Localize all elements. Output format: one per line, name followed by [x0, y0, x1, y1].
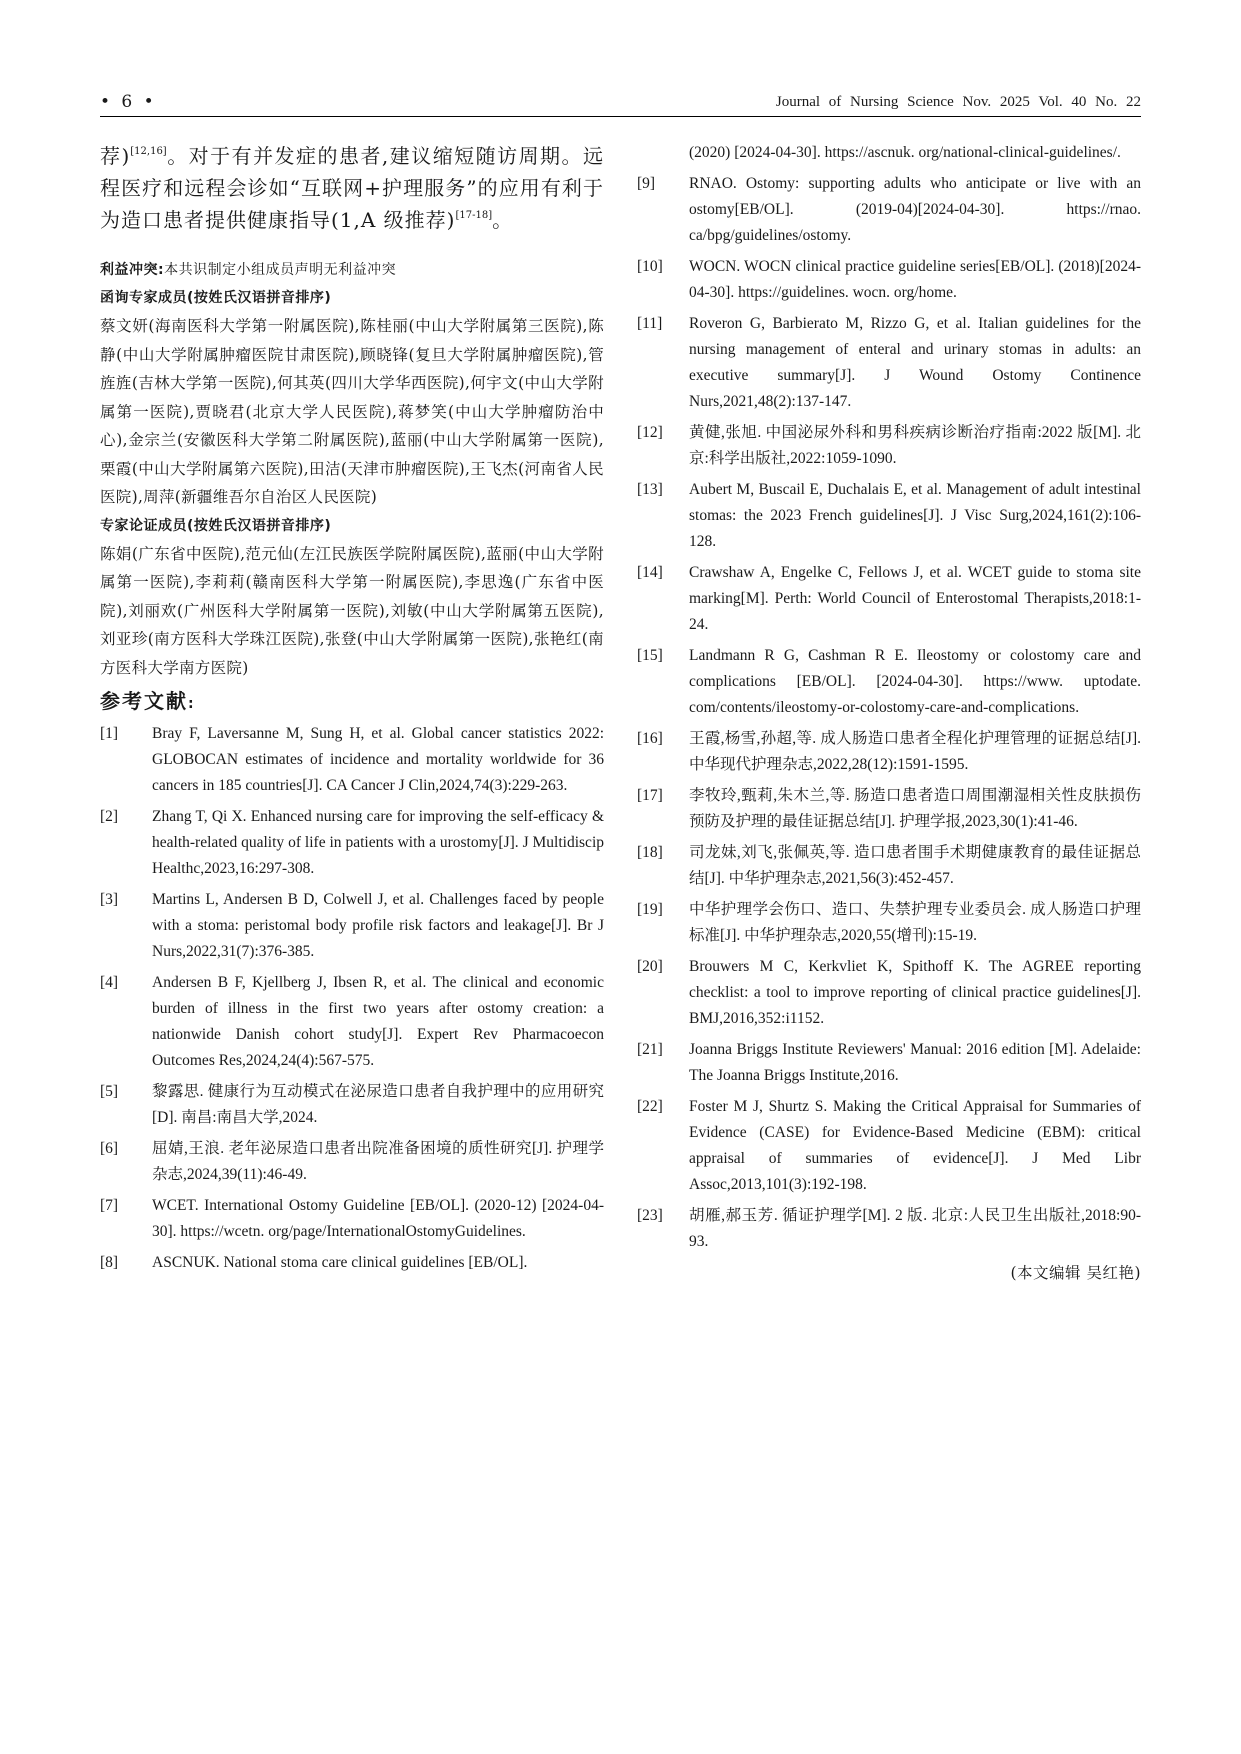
intro-text-end: 。: [492, 208, 514, 232]
reference-item: [637, 783, 1141, 835]
reference-number: [10]: [637, 258, 663, 275]
reference-item: [100, 1079, 604, 1131]
reference-text: Bray F, Laversanne M, Sung H, et al. Global cancer statistics 2022: GLOBOCAN estimates of incidence and mortality worldwide for 36 cancers in 185 countries[J]. CA Cancer J Clin,2024,74(3):229-263.: [152, 725, 604, 794]
references-heading: [100, 686, 604, 719]
reference-number: [13]: [637, 481, 663, 498]
reference-number: [8]: [100, 1254, 119, 1271]
reference-number: [14]: [637, 564, 663, 581]
reference-number: [11]: [637, 315, 663, 332]
reference-item: [637, 477, 1141, 555]
conflict-of-interest: [100, 256, 604, 284]
references-title: 参考文献: [100, 689, 188, 713]
reference-item: [100, 804, 604, 882]
reference-item: [637, 311, 1141, 415]
reference-item: [637, 1094, 1141, 1198]
reference-number: [21]: [637, 1041, 663, 1058]
reference-item: [637, 726, 1141, 778]
reference-number: [1]: [100, 725, 119, 742]
reference-item: [637, 171, 1141, 249]
reference-text: Crawshaw A, Engelke C, Fellows J, et al. WCET guide to stoma site marking[M]. Perth: World Council of Enterostomal Therapists,2018:1-24.: [689, 564, 1141, 633]
left-column: [100, 140, 604, 1281]
reference-number: [6]: [100, 1140, 119, 1157]
reference-text: Andersen B F, Kjellberg J, Ibsen R, et al. The clinical and economic burden of illness in the first two years after ostomy creation: a nationwide Danish cohort study[J]. Expert Rev Pharmacoecon Outcomes Res,2024,24(4):567-575.: [152, 974, 604, 1069]
reference-item: [100, 887, 604, 965]
reference-item: [100, 1193, 604, 1245]
consult-experts-list: 蔡文妍(海南医科大学第一附属医院),陈桂丽(中山大学附属第三医院),陈静(中山大学附属肿瘤医院甘肃医院),顾晓锋(复旦大学附属肿瘤医院),管旌旌(吉林大学第一医院),何其英(四川大学华西医院),何宇文(中山大学附属第一医院),贾晓君(北京大学人民医院),蒋梦笑(中山大学肿瘤防治中心),金宗兰(安徽医科大学第二附属医院),蓝丽(中山大学附属第一医院),栗霞(中山大学附属第六医院),田洁(天津市肿瘤医院),王飞杰(河南省人民医院),周萍(新疆维吾尔自治区人民医院): [100, 317, 604, 506]
panel-experts-list: 陈娟(广东省中医院),范元仙(左江民族医学院附属医院),蓝丽(中山大学附属第一医院),李莉莉(赣南医科大学第一附属医院),李思逸(广东省中医院),刘丽欢(广州医科大学附属第一医院),刘敏(中山大学附属第五医院),刘亚珍(南方医科大学珠江医院),张登(中山大学附属第一医院),张艳红(南方医科大学南方医院): [100, 544, 604, 677]
reference-item: [637, 254, 1141, 306]
consult-experts-heading: 函询专家成员(按姓氏汉语拼音排序): [100, 290, 332, 306]
editor-note: (本文编辑 吴红艳): [1010, 1264, 1141, 1282]
reference-list-right: [637, 171, 1141, 1255]
reference-text: ASCNUK. National stoma care clinical guidelines [EB/OL].: [152, 1254, 528, 1271]
citation-17-18[interactable]: [17-18]: [455, 210, 493, 221]
reference-item: [100, 1250, 604, 1276]
reference-number: [9]: [637, 175, 656, 192]
intro-paragraph: [100, 140, 604, 236]
reference-text: Zhang T, Qi X. Enhanced nursing care for improving the self-efficacy & health-related quality of life in patients with a urostomy[J]. J Multidiscip Healthc,2023,16:297-308.: [152, 808, 604, 877]
reference-item: [637, 643, 1141, 721]
conflict-text: 本共识制定小组成员声明无利益冲突: [164, 262, 397, 278]
reference-number: [20]: [637, 958, 663, 975]
reference-item: [100, 970, 604, 1074]
reference-item: [100, 1136, 604, 1188]
reference-text: 司龙妹,刘飞,张佩英,等. 造口患者围手术期健康教育的最佳证据总结[J]. 中华护理杂志,2021,56(3):452-457.: [689, 844, 1141, 887]
reference-number: [16]: [637, 730, 663, 747]
reference-text: Roveron G, Barbierato M, Rizzo G, et al. Italian guidelines for the nursing management of enteral and urinary stomas in adults: an executive summary[J]. J Wound Ostomy Continence Nurs,2021,48(2):137-147.: [689, 315, 1141, 410]
reference-item: [637, 560, 1141, 638]
reference-number: [12]: [637, 424, 663, 441]
reference-text: Joanna Briggs Institute Reviewers' Manual: 2016 edition [M]. Adelaide: The Joanna Briggs Institute,2016.: [689, 1041, 1141, 1084]
reference-number: [3]: [100, 891, 119, 908]
reference-item: [100, 721, 604, 799]
reference-text: 黎露思. 健康行为互动模式在泌尿造口患者自我护理中的应用研究[D]. 南昌:南昌大学,2024.: [152, 1083, 604, 1126]
reference-text: Martins L, Andersen B D, Colwell J, et al. Challenges faced by people with a stoma: peristomal body profile risk factors and leakage[J]. Br J Nurs,2022,31(7):376-385.: [152, 891, 604, 960]
reference-text: 胡雁,郝玉芳. 循证护理学[M]. 2 版. 北京:人民卫生出版社,2018:90-93.: [689, 1207, 1141, 1250]
reference-text: 中华护理学会伤口、造口、失禁护理专业委员会. 成人肠造口护理标准[J]. 中华护理杂志,2020,55(增刊):15-19.: [689, 901, 1141, 944]
reference-item: [637, 420, 1141, 472]
reference-text: 黄健,张旭. 中国泌尿外科和男科疾病诊断治疗指南:2022 版[M]. 北京:科学出版社,2022:1059-1090.: [689, 424, 1141, 467]
reference-text: WOCN. WOCN clinical practice guideline series[EB/OL]. (2018)[2024-04-30]. https://guidelines. wocn. org/home.: [689, 258, 1141, 301]
reference-number: [22]: [637, 1098, 663, 1115]
intro-text-start: 荐): [100, 144, 131, 168]
reference-text: Brouwers M C, Kerkvliet K, Spithoff K. The AGREE reporting checklist: a tool to improve reporting of clinical practice guidelines[J]. BMJ,2016,352:i1152.: [689, 958, 1141, 1027]
reference-text: RNAO. Ostomy: supporting adults who anticipate or live with an ostomy[EB/OL]. (2019-04)[2024-04-30]. https://rnao. ca/bpg/guidelines/ostomy.: [689, 175, 1141, 244]
page-number: • 6 •: [100, 92, 157, 112]
reference-item: [637, 1037, 1141, 1089]
references-title-colon: :: [188, 696, 194, 712]
citation-12-16[interactable]: [12,16]: [130, 146, 167, 157]
reference-text: Landmann R G, Cashman R E. Ileostomy or colostomy care and complications [EB/OL]. [2024-04-30]. https://www. uptodate. com/contents/ileostomy-or-colostomy-care-and-complications.: [689, 647, 1141, 716]
conflict-label: 利益冲突:: [100, 262, 165, 278]
reference-number: [4]: [100, 974, 119, 991]
reference-item: [637, 1203, 1141, 1255]
reference-text: 屈婧,王浪. 老年泌尿造口患者出院准备困境的质性研究[J]. 护理学杂志,2024,39(11):46-49.: [152, 1140, 604, 1183]
reference-text: 王霞,杨雪,孙超,等. 成人肠造口患者全程化护理管理的证据总结[J]. 中华现代护理杂志,2022,28(12):1591-1595.: [689, 730, 1141, 773]
reference-number: [23]: [637, 1207, 663, 1224]
panel-experts-heading: 专家论证成员(按姓氏汉语拼音排序): [100, 517, 332, 534]
reference-number: [18]: [637, 844, 663, 861]
right-column: [637, 140, 1141, 1286]
reference-text: 李牧玲,甄莉,朱木兰,等. 肠造口患者造口周围潮湿相关性皮肤损伤预防及护理的最佳证据总结[J]. 护理学报,2023,30(1):41-46.: [689, 787, 1141, 830]
reference-text: Foster M J, Shurtz S. Making the Critical Appraisal for Summaries of Evidence (CASE) for Evidence-Based Medicine (EBM): critical appraisal of summaries of evidence[J]. J Med Libr Assoc,2013,101(3):192-198.: [689, 1098, 1141, 1193]
reference-item: [637, 897, 1141, 949]
reference-item: [637, 840, 1141, 892]
reference-list-left: [100, 721, 604, 1276]
reference-number: [5]: [100, 1083, 119, 1100]
reference-number: [19]: [637, 901, 663, 918]
running-header: [100, 92, 1141, 117]
intro-text-middle: 。对于有并发症的患者,建议缩短随访周期。远程医疗和远程会诊如“互联网+护理服务”的应用有利于为造口患者提供健康指导(1,A 级推荐): [100, 144, 604, 232]
reference-number: [15]: [637, 647, 663, 664]
reference-8-continued: (2020) [2024-04-30]. https://ascnuk. org/national-clinical-guidelines/.: [689, 144, 1121, 161]
journal-info: Journal of Nursing Science Nov. 2025 Vol. 40 No. 22: [775, 94, 1141, 110]
reference-number: [2]: [100, 808, 119, 825]
reference-number: [7]: [100, 1197, 119, 1214]
reference-number: [17]: [637, 787, 663, 804]
reference-text: WCET. International Ostomy Guideline [EB/OL]. (2020-12) [2024-04-30]. https://wcetn. org/page/InternationalOstomyGuidelines.: [152, 1197, 604, 1240]
reference-text: Aubert M, Buscail E, Duchalais E, et al. Management of adult intestinal stomas: the 2023 French guidelines[J]. J Visc Surg,2024,161(2):106-128.: [689, 481, 1141, 550]
reference-item: [637, 954, 1141, 1032]
